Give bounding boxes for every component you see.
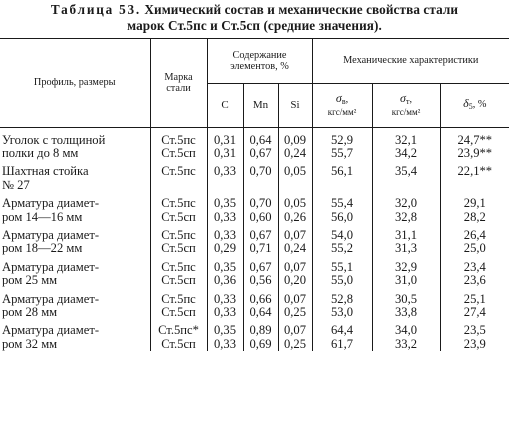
si-cell-value: 0,09 [283, 132, 307, 147]
delta-cell-value: 25,1 [463, 291, 486, 306]
sigma-t-cell [372, 127, 440, 160]
col-header-sigma-b: $\sigma_в$, кгс/мм² [312, 83, 372, 127]
si-cell [278, 127, 312, 160]
delta-cell-value: 23,5 [463, 323, 486, 338]
grade-cell [150, 256, 207, 288]
grade-cell [150, 192, 207, 224]
si-cell [278, 288, 312, 320]
si-cell-value: 0,26 [283, 209, 307, 224]
si-cell [278, 192, 312, 224]
sigma-t-cell-value: 33,8 [395, 304, 418, 319]
sigma-t-cell-value: 35,4 [395, 164, 418, 179]
sigma-b-cell-value: 56,1 [331, 164, 354, 179]
mn-cell [243, 288, 278, 320]
mn-cell-value: 0,71 [249, 241, 272, 256]
c-cell [207, 160, 243, 192]
mn-cell-value: 0,66 [249, 291, 272, 306]
col-header-sigma-t: $\sigma_т$, кгс/мм² [372, 83, 440, 127]
grade-cell-value: Ст.5пс [161, 132, 196, 147]
c-cell [207, 127, 243, 160]
delta-cell [440, 288, 509, 320]
sigma-t-cell [372, 160, 440, 192]
delta-cell [440, 192, 509, 224]
grade-cell-value: Ст.5пс [161, 164, 196, 179]
profile-line: Арматура диамет- [2, 259, 100, 274]
sigma-b-cell [312, 256, 372, 288]
col-header-si: Si [278, 83, 312, 127]
mn-cell [243, 192, 278, 224]
c-cell [207, 256, 243, 288]
grade-cell [150, 160, 207, 192]
c-cell-value: 0,33 [213, 209, 237, 224]
title-label: Таблица 53. [50, 2, 141, 17]
delta-cell-value: 29,1 [463, 196, 486, 211]
mn-cell-value: 0,67 [249, 259, 272, 274]
sigma-b-cell-value: 53,0 [331, 304, 354, 319]
table-body [0, 127, 509, 351]
profile-line: ром 32 мм [2, 336, 58, 351]
c-cell-value: 0,29 [213, 241, 237, 256]
grade-cell-value: Ст.5сп [161, 336, 196, 351]
grade-cell [150, 319, 207, 351]
col-header-content: Содержание элементов, % [207, 39, 312, 83]
sigma-t-cell-value: 32,9 [395, 259, 418, 274]
sigma-b-cell [312, 192, 372, 224]
c-cell-value: 0,33 [213, 336, 237, 351]
grade-cell-value: Ст.5сп [161, 273, 196, 288]
grade-cell-value: Ст.5сп [161, 304, 196, 319]
title-line-1 [0, 2, 509, 18]
mn-cell [243, 224, 278, 256]
si-cell-value: 0,05 [283, 196, 307, 211]
profile-cell [0, 288, 150, 320]
sigma-t-cell-value: 33,2 [395, 336, 418, 351]
grade-cell-value: Ст.5пс [161, 227, 196, 242]
profile-line: Арматура диамет- [2, 196, 100, 211]
delta-cell [440, 256, 509, 288]
profile-line: Арматура диамет- [2, 291, 100, 306]
table-row [0, 224, 509, 256]
grade-cell [150, 288, 207, 320]
col-header-delta: $\delta_5$, % [440, 83, 509, 127]
delta-cell-value: 23,4 [463, 259, 486, 274]
sigma-b-cell-value: 55,1 [331, 259, 354, 274]
c-cell-value: 0,35 [213, 259, 237, 274]
grade-cell-value: Ст.5пс* [158, 323, 199, 338]
table-row [0, 319, 509, 351]
mn-cell [243, 319, 278, 351]
mn-cell [243, 160, 278, 192]
c-cell-value: 0,33 [213, 291, 237, 306]
mn-cell-value: 0,69 [249, 336, 272, 351]
delta-cell-value: 23,9** [457, 145, 493, 160]
sigma-t-cell-value: 34,0 [395, 323, 418, 338]
sigma-t-cell [372, 319, 440, 351]
table-row [0, 160, 509, 192]
mn-cell-value: 0,67 [249, 227, 272, 242]
profile-line: Арматура диамет- [2, 227, 100, 242]
col-header-profile: Профиль, размеры [0, 39, 150, 127]
mn-cell-value: 0,67 [249, 145, 272, 160]
sigma-b-cell [312, 160, 372, 192]
mn-cell-value: 0,64 [249, 132, 272, 147]
profile-cell [0, 256, 150, 288]
si-cell-value: 0,25 [283, 304, 307, 319]
si-cell-value: 0,25 [283, 336, 307, 351]
grade-cell-value: Ст.5пс [161, 196, 196, 211]
profile-cell [0, 224, 150, 256]
si-cell [278, 319, 312, 351]
si-cell-value: 0,05 [283, 164, 307, 179]
table-row [0, 256, 509, 288]
sigma-t-cell [372, 192, 440, 224]
c-cell-value: 0,33 [213, 164, 237, 179]
sigma-b-cell-value: 52,8 [331, 291, 354, 306]
table-row [0, 288, 509, 320]
c-cell-value: 0,33 [213, 227, 237, 242]
profile-line: полки до 8 мм [2, 145, 79, 160]
table-row [0, 192, 509, 224]
delta-cell-value: 23,6 [463, 273, 486, 288]
sigma-t-cell [372, 224, 440, 256]
si-cell-value: 0,24 [283, 241, 307, 256]
c-cell-value: 0,35 [213, 196, 237, 211]
si-cell-value: 0,07 [283, 227, 307, 242]
delta-cell [440, 160, 509, 192]
table-title [0, 0, 509, 34]
sigma-b-cell [312, 224, 372, 256]
mn-cell-value: 0,56 [249, 273, 272, 288]
sigma-t-cell-value: 32,0 [395, 196, 418, 211]
sigma-t-cell-value: 30,5 [395, 291, 418, 306]
profile-line: ром 28 мм [2, 304, 58, 319]
sigma-b-cell-value: 52,9 [331, 132, 354, 147]
si-cell-value: 0,07 [283, 291, 307, 306]
si-cell-value: 0,20 [283, 273, 307, 288]
delta-cell [440, 127, 509, 160]
si-cell-value: 0,07 [283, 323, 307, 338]
col-header-mech: Механические характеристики [312, 39, 509, 83]
c-cell-value: 0,33 [213, 304, 237, 319]
col-header-grade: Марка стали [150, 39, 207, 127]
si-cell [278, 256, 312, 288]
profile-line: ром 14—16 мм [2, 209, 83, 224]
grade-cell-value: Ст.5сп [161, 241, 196, 256]
delta-cell-value: 22,1** [457, 164, 493, 179]
profile-cell [0, 192, 150, 224]
delta-cell-value: 25,0 [463, 241, 486, 256]
sigma-b-cell-value: 55,2 [331, 241, 354, 256]
profile-cell [0, 127, 150, 160]
c-cell [207, 224, 243, 256]
mn-cell-value: 0,70 [249, 196, 272, 211]
sigma-b-cell [312, 127, 372, 160]
grade-cell-value: Ст.5пс [161, 259, 196, 274]
title-line-2: марок Ст.5пс и Ст.5сп (средние значения). [127, 18, 382, 33]
sigma-t-cell-value: 31,3 [395, 241, 418, 256]
sigma-b-cell-value: 55,4 [331, 196, 354, 211]
c-cell-value: 0,31 [213, 145, 237, 160]
profile-line: Уголок с толщиной [2, 132, 106, 147]
delta-cell-value: 24,7** [457, 132, 493, 147]
si-cell [278, 160, 312, 192]
profile-line: № 27 [2, 177, 30, 192]
col-header-mn: Mn [243, 83, 278, 127]
mn-cell-value: 0,70 [249, 164, 272, 179]
delta-cell [440, 319, 509, 351]
table-row [0, 127, 509, 160]
grade-cell [150, 224, 207, 256]
sigma-b-cell [312, 319, 372, 351]
title-text-1: Химический состав и механические свойства стали [144, 2, 459, 17]
sigma-b-cell-value: 56,0 [331, 209, 354, 224]
grade-cell-value: Ст.5пс [161, 291, 196, 306]
c-cell [207, 192, 243, 224]
si-cell-value: 0,24 [283, 145, 307, 160]
c-cell-value: 0,31 [213, 132, 237, 147]
grade-cell-value: Ст.5сп [161, 145, 196, 160]
profile-cell [0, 319, 150, 351]
data-table [0, 39, 509, 351]
delta-cell-value: 26,4 [463, 227, 486, 242]
sigma-b-cell-value: 54,0 [331, 227, 354, 242]
delta-cell [440, 224, 509, 256]
profile-line: ром 25 мм [2, 273, 58, 288]
si-cell [278, 224, 312, 256]
sigma-t-cell-value: 32,1 [395, 132, 418, 147]
delta-cell-value: 27,4 [463, 304, 486, 319]
mn-cell [243, 256, 278, 288]
sigma-t-cell-value: 31,0 [395, 273, 418, 288]
profile-line: Шахтная стойка [2, 164, 89, 179]
profile-line: ром 18—22 мм [2, 241, 83, 256]
c-cell-value: 0,35 [213, 323, 237, 338]
c-cell-value: 0,36 [213, 273, 237, 288]
sigma-t-cell-value: 34,2 [395, 145, 418, 160]
sigma-b-cell [312, 288, 372, 320]
sigma-b-cell-value: 55,7 [331, 145, 354, 160]
si-cell-value: 0,07 [283, 259, 307, 274]
sigma-t-cell-value: 31,1 [395, 227, 418, 242]
mn-cell-value: 0,60 [249, 209, 272, 224]
sigma-t-cell [372, 256, 440, 288]
mn-cell-value: 0,64 [249, 304, 272, 319]
grade-cell-value: Ст.5сп [161, 209, 196, 224]
delta-cell-value: 28,2 [463, 209, 486, 224]
sigma-t-cell-value: 32,8 [395, 209, 418, 224]
mn-cell [243, 127, 278, 160]
c-cell [207, 319, 243, 351]
mn-cell-value: 0,89 [249, 323, 272, 338]
profile-cell [0, 160, 150, 192]
c-cell [207, 288, 243, 320]
profile-line: Арматура диамет- [2, 323, 100, 338]
sigma-b-cell-value: 61,7 [331, 336, 354, 351]
sigma-t-cell [372, 288, 440, 320]
sigma-b-cell-value: 55,0 [331, 273, 354, 288]
grade-cell [150, 127, 207, 160]
col-header-c: C [207, 83, 243, 127]
sigma-b-cell-value: 64,4 [331, 323, 354, 338]
delta-cell-value: 23,9 [463, 336, 486, 351]
